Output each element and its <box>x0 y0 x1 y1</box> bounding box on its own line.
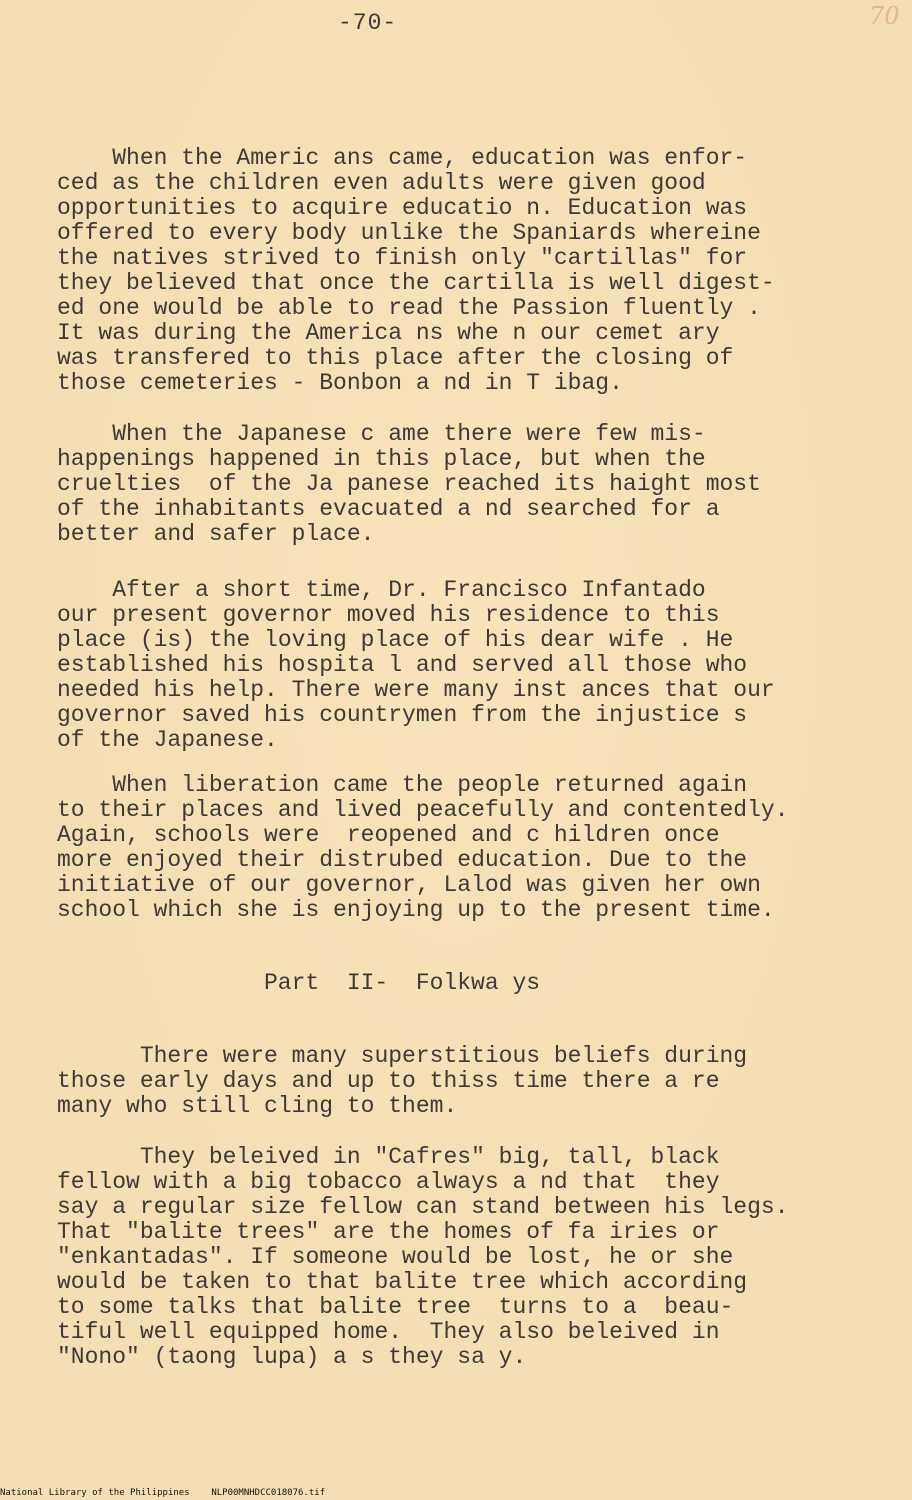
text-line: Again, schools were reopened and c hildren once <box>57 822 720 848</box>
paragraph-japanese-period <box>57 422 847 547</box>
text-line: they believed that once the cartilla is well digest- <box>57 270 775 296</box>
text-line: needed his help. There were many inst ances that our <box>57 677 775 703</box>
text-line: initiative of our governor, Lalod was given her own <box>57 872 761 898</box>
text-line: When the Japanese c ame there were few mis- <box>57 421 706 447</box>
page-number: -70- <box>338 10 398 36</box>
text-line: When liberation came the people returned again <box>57 772 748 798</box>
text-line: They beleived in "Cafres" big, tall, black <box>57 1144 720 1170</box>
text-line: the natives strived to finish only "cartillas" for <box>57 245 748 271</box>
text-line: happenings happened in this place, but when the <box>57 446 706 472</box>
text-line: fellow with a big tobacco always a nd that they <box>57 1169 720 1195</box>
text-line: When the Americ ans came, education was enfor- <box>57 145 748 171</box>
text-line: ced as the children even adults were given good <box>57 170 706 196</box>
text-line: of the Japanese. <box>57 727 278 753</box>
paragraph-american-period <box>57 146 847 396</box>
text-line: to their places and lived peacefully and contentedly. <box>57 797 789 823</box>
text-line: tiful well equipped home. They also beleived in <box>57 1319 720 1345</box>
text-line: offered to every body unlike the Spaniards whereine <box>57 220 761 246</box>
text-line: was transfered to this place after the closing of <box>57 345 734 371</box>
text-line: those cemeteries - Bonbon a nd in T ibag. <box>57 370 623 396</box>
text-line: of the inhabitants evacuated a nd searched for a <box>57 496 720 522</box>
text-line: more enjoyed their distrubed education. Due to the <box>57 847 748 873</box>
text-line: established his hospita l and served all those who <box>57 652 748 678</box>
text-line: our present governor moved his residence to this <box>57 602 720 628</box>
text-line: say a regular size fellow can stand between his legs. <box>57 1194 789 1220</box>
handwritten-page-number: 70 <box>869 2 900 30</box>
text-line: school which she is enjoying up to the present time. <box>57 897 775 923</box>
text-line: many who still cling to them. <box>57 1093 458 1119</box>
text-line: It was during the America ns whe n our cemet ary <box>57 320 720 346</box>
text-line: better and safer place. <box>57 521 375 547</box>
text-line: those early days and up to thiss time there a re <box>57 1068 720 1094</box>
text-line: would be taken to that balite tree which according <box>57 1269 748 1295</box>
text-line: place (is) the loving place of his dear wife . He <box>57 627 734 653</box>
section-heading: Part II- Folkwa ys <box>264 970 541 996</box>
paragraph-governor <box>57 578 847 753</box>
scan-footer: National Library of the Philippines NLP00MNHDCC018076.tif <box>0 1488 326 1498</box>
text-line: opportunities to acquire educatio n. Education was <box>57 195 748 221</box>
paragraph-cafres-beliefs <box>57 1145 847 1370</box>
text-line: After a short time, Dr. Francisco Infantado <box>57 577 706 603</box>
text-line: "enkantadas". If someone would be lost, he or she <box>57 1244 734 1270</box>
text-line: to some talks that balite tree turns to a beau- <box>57 1294 734 1320</box>
text-line: There were many superstitious beliefs during <box>57 1043 748 1069</box>
text-line: cruelties of the Ja panese reached its haight most <box>57 471 761 497</box>
paragraph-liberation <box>57 773 847 923</box>
text-line: "Nono" (taong lupa) a s they sa y. <box>57 1344 527 1370</box>
paragraph-superstitions <box>57 1044 847 1119</box>
text-line: governor saved his countrymen from the injustice s <box>57 702 748 728</box>
text-line: ed one would be able to read the Passion fluently . <box>57 295 761 321</box>
text-line: That "balite trees" are the homes of fa iries or <box>57 1219 720 1245</box>
